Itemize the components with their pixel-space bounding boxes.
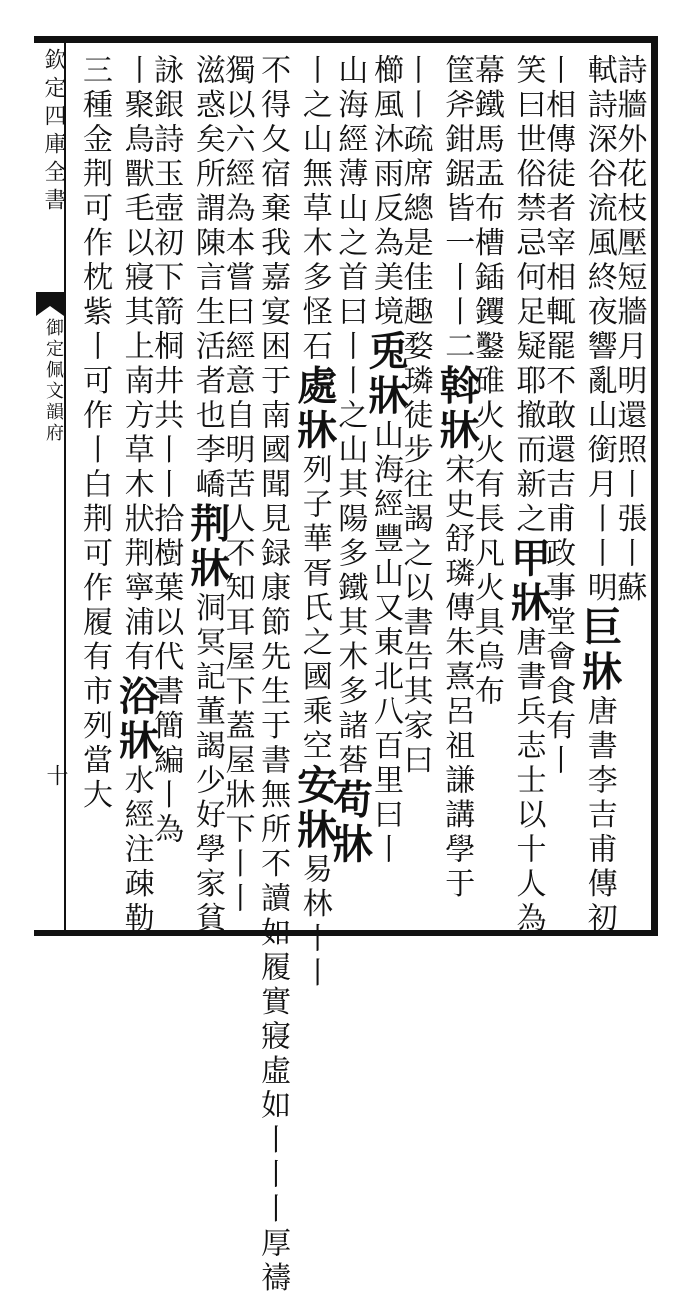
column-text: 山海經薄山之首曰丨 <box>332 54 367 365</box>
entry-headword: 甲牀 <box>505 537 552 626</box>
column-text-continued: 唐書李吉甫傳初 <box>582 695 617 937</box>
entry-headword: 處牀 <box>291 365 338 454</box>
text-column <box>500 54 557 937</box>
column-text: 丨相傳徒者宰相輒罷不敢還吉甫 <box>540 54 575 537</box>
entry-headword: 浴牀 <box>113 675 160 764</box>
text-column <box>286 54 343 991</box>
column-text-continued: 唐書兵志士以十人為 <box>511 626 546 937</box>
column-text-continued: 丨之山其陽多鐵其木多諸䓘 <box>332 365 367 779</box>
column-text-continued: 有市列當大 <box>77 641 112 814</box>
entry-headword: 斡牀 <box>433 365 480 454</box>
entry-headword: 兎牀 <box>362 330 409 419</box>
entry-headword: 荆牀 <box>184 503 231 592</box>
text-column <box>72 54 116 813</box>
column-text: 丨丨疏席總是佳趣 <box>398 54 433 330</box>
column-text: 櫛風沐雨反為美境 <box>368 54 403 330</box>
column-text: 丨聚鳥獸毛以寢其上南方草木狀荆寧浦有 <box>119 54 154 675</box>
column-text-continued: 丨厚禱 <box>255 1193 290 1296</box>
column-text-continued: 易林丨丨 <box>297 853 332 991</box>
column-text-continued: 山海經豐山又東北八百里曰丨 <box>368 419 403 868</box>
column-text-continued: 水經注疎勒 <box>119 764 154 937</box>
fishtail-tip-mark <box>36 306 64 316</box>
column-text: 笑曰世俗禁忌何足疑耶撤而新之 <box>511 54 546 537</box>
column-text: 軾詩深谷流風終夜響亂山銜月丨丨明 <box>582 54 617 606</box>
frame-top-border <box>34 36 658 43</box>
entry-headword: 苟牀 <box>326 779 373 868</box>
column-text: 三種金荆可作枕紫丨可作丨白荆可作履 <box>77 54 112 641</box>
column-text: 詩牆外花枝壓短牆月明還照丨張丨蘇 <box>611 54 646 606</box>
column-text: 不得夂宿棄我嘉宴困于南國聞見録康節先生于書無所不讀 <box>255 54 290 917</box>
column-text: 詠銀詩玉壺初下箭桐井共丨丨 <box>148 54 183 503</box>
column-text: 幕鐵馬盂布槽鍤钁鑿碓 <box>469 54 504 399</box>
column-text-continued: 拾樹葉以代書簡編丨為 <box>148 503 183 848</box>
column-text-continued: 火火有長凡火具烏布 <box>469 399 504 710</box>
column-text: 滋惑矣所謂陳言生活者也李嶠 <box>190 54 225 503</box>
text-column <box>428 54 485 902</box>
column-text-continued: 宋史舒璘傳朱熹呂祖謙講學于 <box>439 454 474 903</box>
frame-right-border <box>651 36 658 936</box>
entry-headword: 安牀 <box>291 764 338 853</box>
column-text-continued: 政事堂會食有丨 <box>540 537 575 779</box>
text-column <box>179 54 236 937</box>
column-text-continued: 婺璘徒步往謁之以書告其家曰 <box>398 330 433 779</box>
margin-book-title: 欽定四庫全書 <box>38 48 69 216</box>
column-text-continued: 如履實寢虛如丨丨 <box>255 917 290 1193</box>
fishtail-mark <box>36 292 64 306</box>
column-text: 丨之山無草木多怪石 <box>297 54 332 365</box>
entry-headword: 巨牀 <box>576 606 623 695</box>
margin-page-number: 十 <box>40 764 71 786</box>
column-text-continued: 列子華胥氏之國乘空 <box>297 454 332 765</box>
column-text: 筐斧鉗鋸皆一丨丨二 <box>439 54 474 365</box>
text-column <box>571 54 628 937</box>
column-text-continued: 洞冥記董謁少好學家貧 <box>190 592 225 937</box>
column-text: 獨以六經為本嘗曰經意自明苦人不知耳屋下蓋屋牀下丨丨 <box>220 54 255 917</box>
text-column <box>108 54 165 937</box>
margin-section-title: 御定佩文韻府 <box>40 318 66 444</box>
